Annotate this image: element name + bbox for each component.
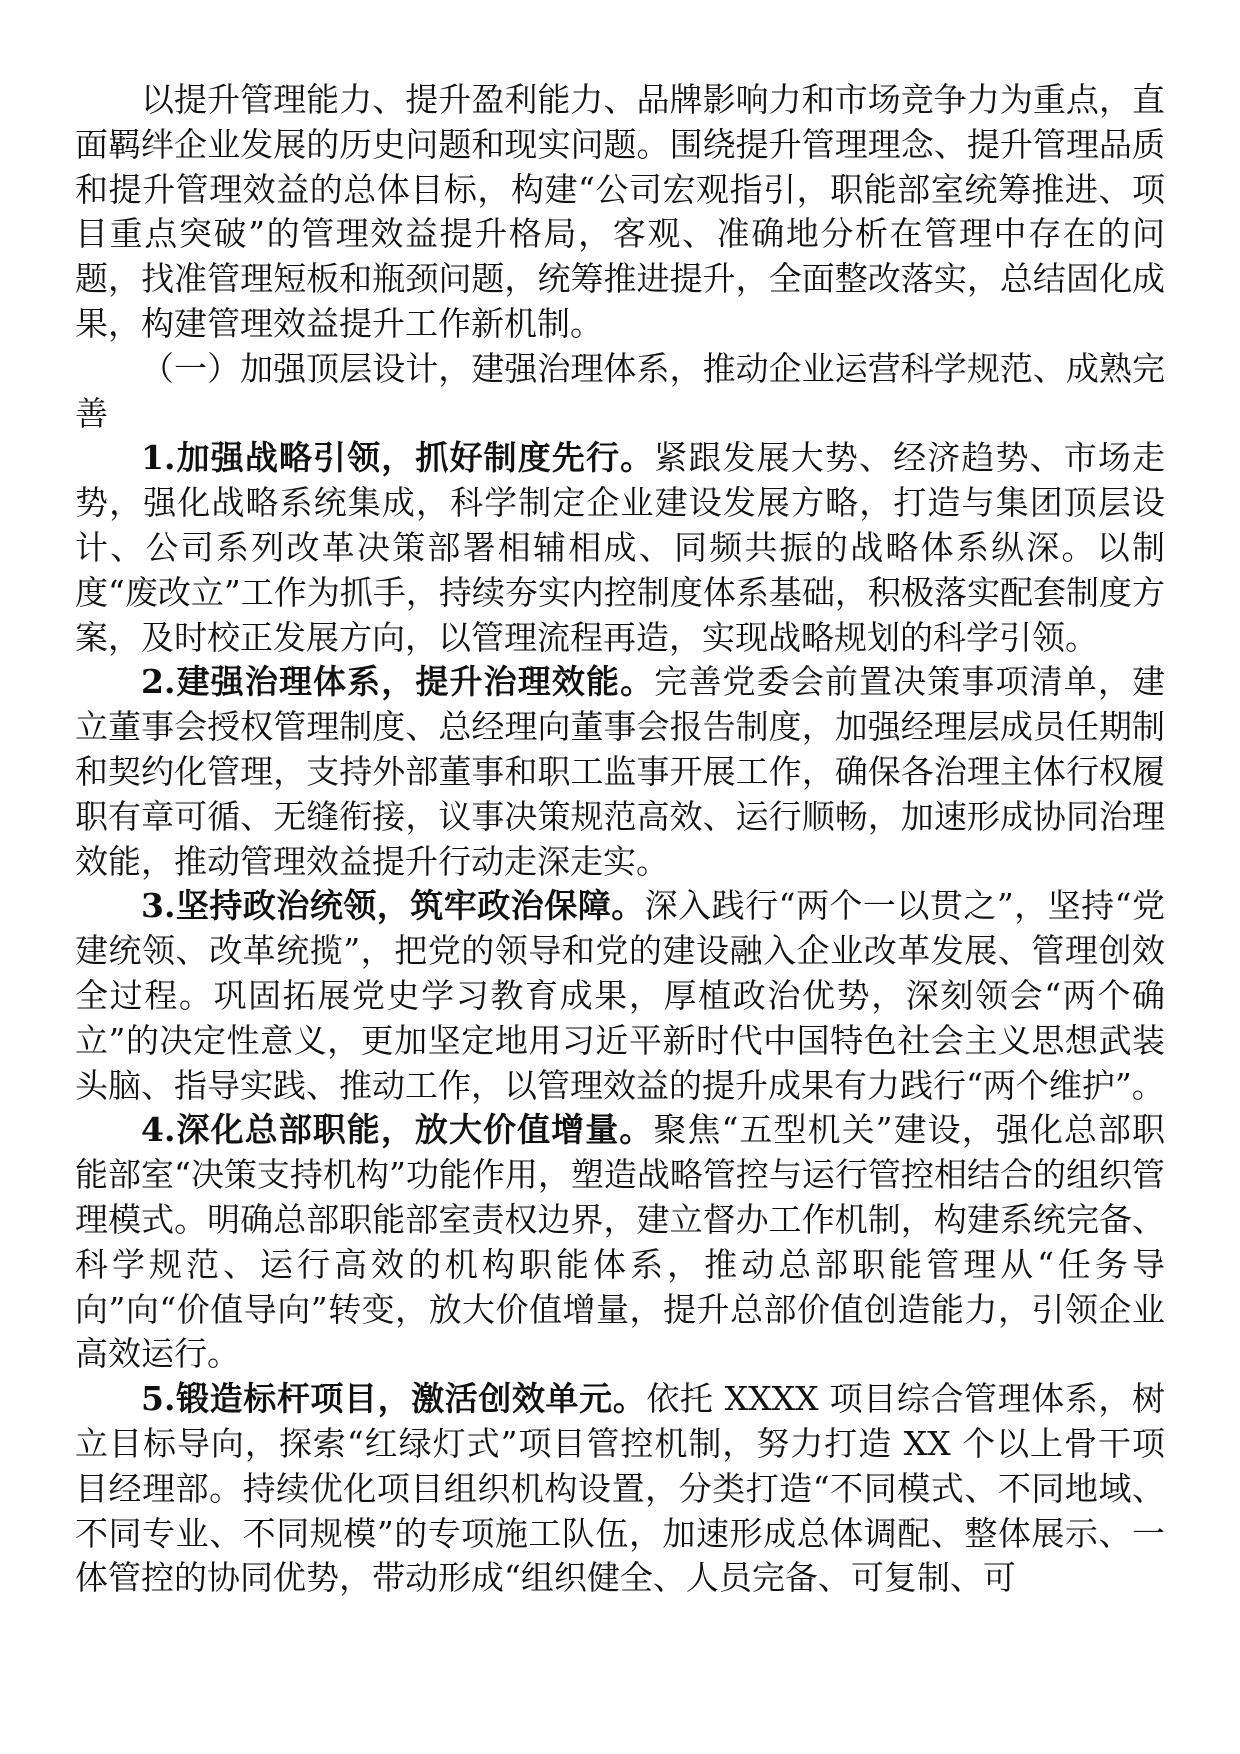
item-lead: 3.坚持政治统领，筑牢政治保障。 [141, 886, 645, 926]
item-body: 聚焦“五型机关”建设，强化总部职能部室“决策支持机构”功能作用，塑造战略管控与运行管控相结合的组织管理模式。明确总部职能部室责权边界，建立督办工作机制，构建系统完备、科学规范、运行高效的机构职能体系，推动总部职能管理从“任务导向”向“价值导向”转变，放大价值增量，提升总部价值创造能力，引领企业高效运行。 [75, 1110, 1165, 1374]
list-item [75, 884, 1165, 1108]
item-lead: 4.深化总部职能，放大价值增量。 [141, 1110, 654, 1150]
item-lead: 2.建强治理体系，提升治理效能。 [141, 662, 655, 702]
list-item [75, 1108, 1165, 1377]
list-item [75, 660, 1165, 884]
document-page [75, 78, 1165, 1601]
item-body: 依托 XXXX 项目综合管理体系，树立目标导向，探索“红绿灯式”项目管控机制，努力打造 XX 个以上骨干项目经理部。持续优化项目组织机构设置，分类打造“不同模式、不同地域、不同专业、不同规模”的专项施工队伍，加速形成总体调配、整体展示、一体管控的协同优势，带动形成“组织健全、人员完备、可复制、可 [75, 1379, 1166, 1598]
list-item [75, 436, 1165, 660]
item-lead: 5.锻造标杆项目，激活创效单元。 [141, 1379, 647, 1419]
list-item [75, 1377, 1165, 1601]
item-body: 深入践行“两个一以贯之”，坚持“党建统领、改革统揽”，把党的领导和党的建设融入企业改革发展、管理创效全过程。巩固拓展党史学习教育成果，厚植政治优势，深刻领会“两个确立”的决定性意义，更加坚定地用习近平新时代中国特色社会主义思想武装头脑、指导实践、推动工作，以管理效益的提升成果有力践行“两个维护”。 [75, 886, 1165, 1105]
item-lead: 1.加强战略引领，抓好制度先行。 [141, 438, 655, 478]
section-heading: （一）加强顶层设计，建强治理体系，推动企业运营科学规范、成熟完善 [75, 348, 1165, 433]
item-body: 完善党委会前置决策事项清单，建立董事会授权管理制度、总经理向董事会报告制度，加强经理层成员任期制和契约化管理，支持外部董事和职工监事开展工作，确保各治理主体行权履职有章可循、无缝衔接，议事决策规范高效、运行顺畅，加速形成协同治理效能，推动管理效益提升行动走深走实。 [75, 662, 1166, 881]
intro-paragraph: 以提升管理能力、提升盈利能力、品牌影响力和市场竞争力为重点，直面羁绊企业发展的历史问题和现实问题。围绕提升管理理念、提升管理品质和提升管理效益的总体目标，构建“公司宏观指引，职能部室统筹推进、项目重点突破”的管理效益提升格局，客观、准确地分析在管理中存在的问题，找准管理短板和瓶颈问题，统筹推进提升，全面整改落实，总结固化成果，构建管理效益提升工作新机制。 [75, 80, 1165, 343]
item-body: 紧跟发展大势、经济趋势、市场走势，强化战略系统集成，科学制定企业建设发展方略，打造与集团顶层设计、公司系列改革决策部署相辅相成、同频共振的战略体系纵深。以制度“废改立”工作为抓手，持续夯实内控制度体系基础，积极落实配套制度方案，及时校正发展方向，以管理流程再造，实现战略规划的科学引领。 [75, 438, 1166, 657]
